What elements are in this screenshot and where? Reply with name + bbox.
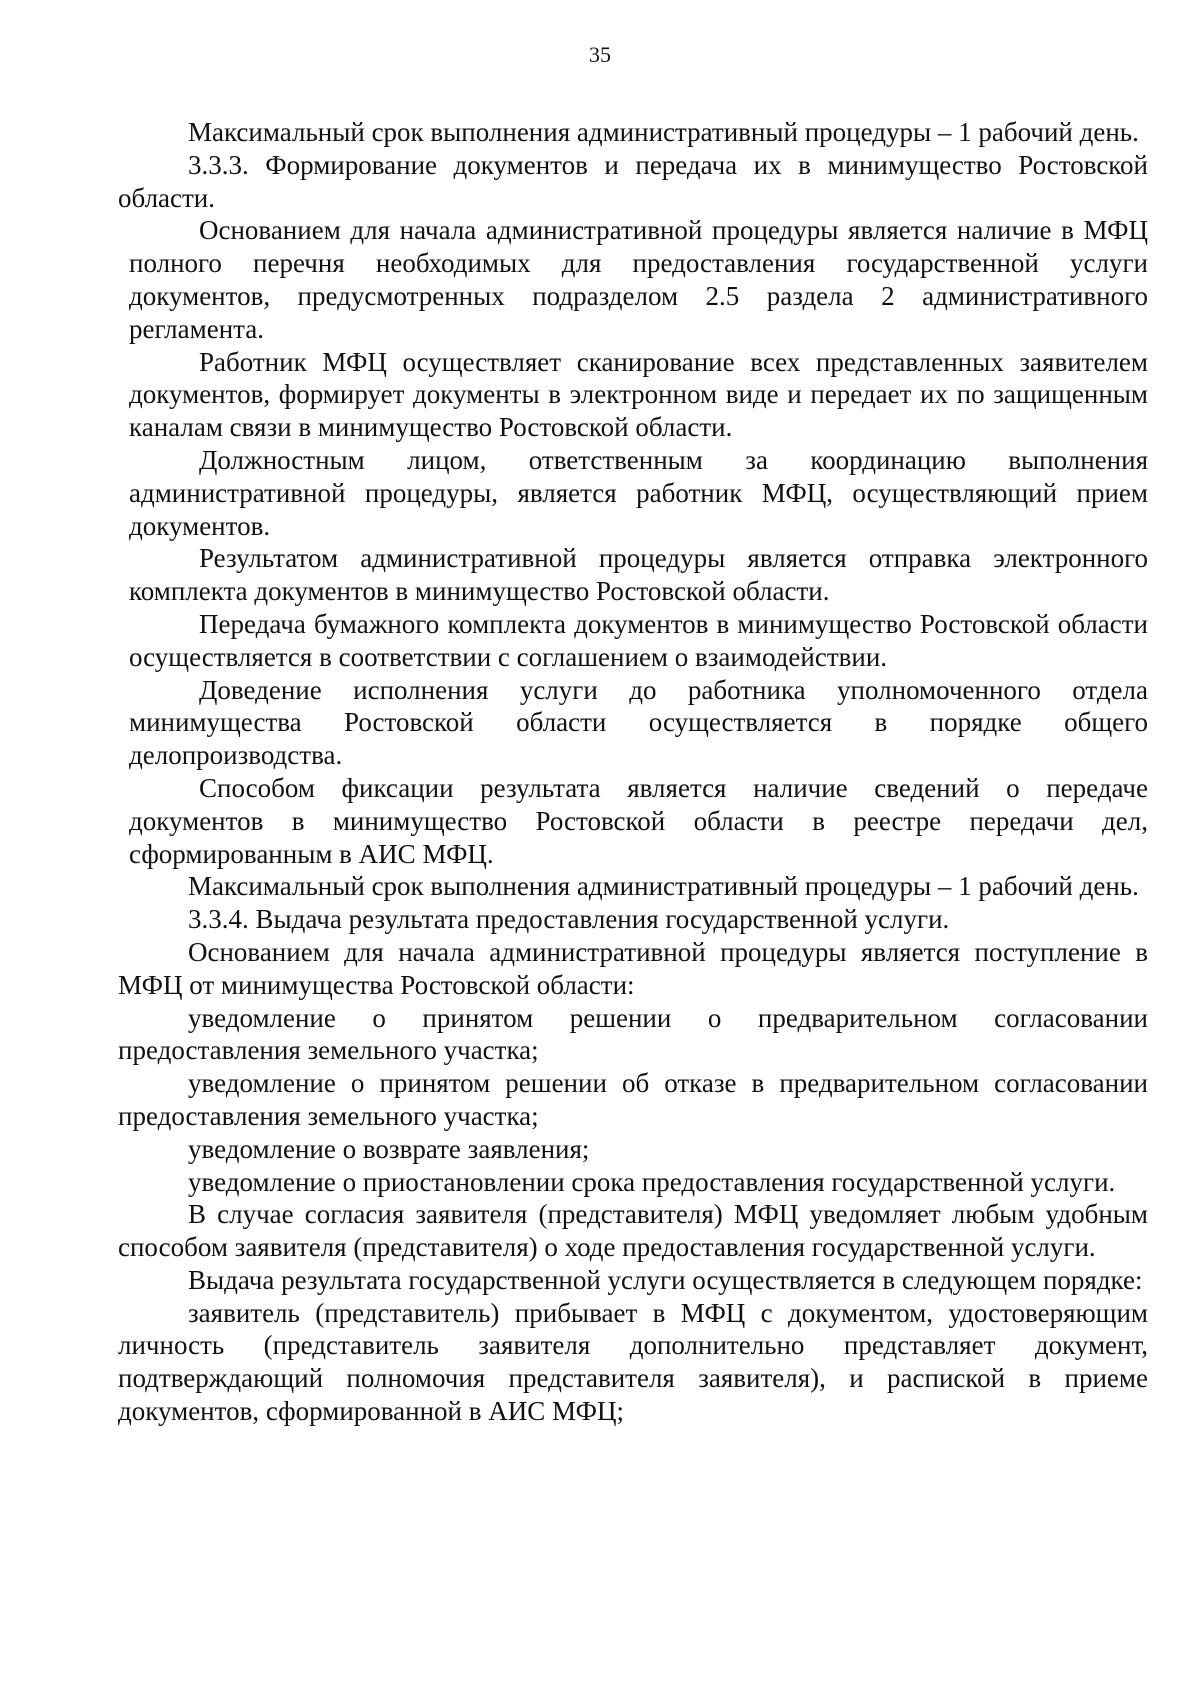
paragraph: Основанием для начала административной процедуры является поступление в МФЦ от минимущества Ростовской области: — [118, 936, 1148, 1000]
paragraph: Максимальный срок выполнения административный процедуры – 1 рабочий день. — [188, 117, 1139, 147]
paragraph: Основанием для начала административной процедуры является наличие в МФЦ полного перечня необходимых для предоставления государственной услуги документов, предусмотренных подразделом 2.5 раздела 2 административного регламента. — [129, 215, 1148, 344]
paragraph: Работник МФЦ осуществляет сканирование всех представленных заявителем документов, формирует документы в электронном виде и передает их по защищенным каналам связи в минимущество Ростовской области. — [129, 346, 1148, 443]
paragraph: уведомление о возврате заявления; — [188, 1133, 590, 1164]
paragraph: Выдача результата государственной услуги осуществляется в следующем порядке: — [188, 1264, 1143, 1295]
paragraph: уведомление о приостановлении срока предоставления государственной услуги. — [188, 1166, 1116, 1197]
paragraph: Передача бумажного комплекта документов в минимущество Ростовской области осуществляется в соответствии с соглашением о взаимодействии. — [129, 608, 1148, 672]
paragraph: Способом фиксации результата является наличие сведений о передаче документов в минимущество Ростовской области в реестре передачи дел, сформированным в АИС МФЦ. — [129, 772, 1148, 869]
paragraph: Доведение исполнения услуги до работника уполномоченного отдела минимущества Ростовской области осуществляется в порядке общего делопроизводства. — [129, 674, 1148, 771]
paragraph: 3.3.4. Выдача результата предоставления государственной услуги. — [188, 904, 950, 935]
paragraph: уведомление о принятом решении о предварительном согласовании предоставления земельного участка; — [118, 1002, 1148, 1066]
paragraph: Должностным лицом, ответственным за координацию выполнения административной процедуры, является работник МФЦ, осуществляющий прием документов. — [129, 444, 1148, 541]
paragraph: заявитель (представитель) прибывает в МФЦ с документом, удостоверяющим личность (представитель заявителя дополнительно представляет документ, подтверждающий полномочия представителя заявителя), и распиской в приеме документов, сформированной в АИС МФЦ; — [118, 1297, 1148, 1427]
page-number: 35 — [589, 42, 611, 67]
paragraph: Результатом административной процедуры является отправка электронного комплекта документов в минимущество Ростовской области. — [129, 543, 1148, 607]
paragraph: В случае согласия заявителя (представителя) МФЦ уведомляет любым удобным способом заявителя (представителя) о ходе предоставления государственной услуги. — [118, 1199, 1148, 1263]
paragraph: Максимальный срок выполнения административный процедуры – 1 рабочий день. — [188, 871, 1139, 902]
body-text — [118, 116, 1148, 1428]
paragraph: уведомление о принятом решении об отказе в предварительном согласовании предоставления земельного участка; — [118, 1068, 1148, 1131]
paragraph: 3.3.3. Формирование документов и передача их в минимущество Ростовской области. — [118, 149, 1148, 213]
